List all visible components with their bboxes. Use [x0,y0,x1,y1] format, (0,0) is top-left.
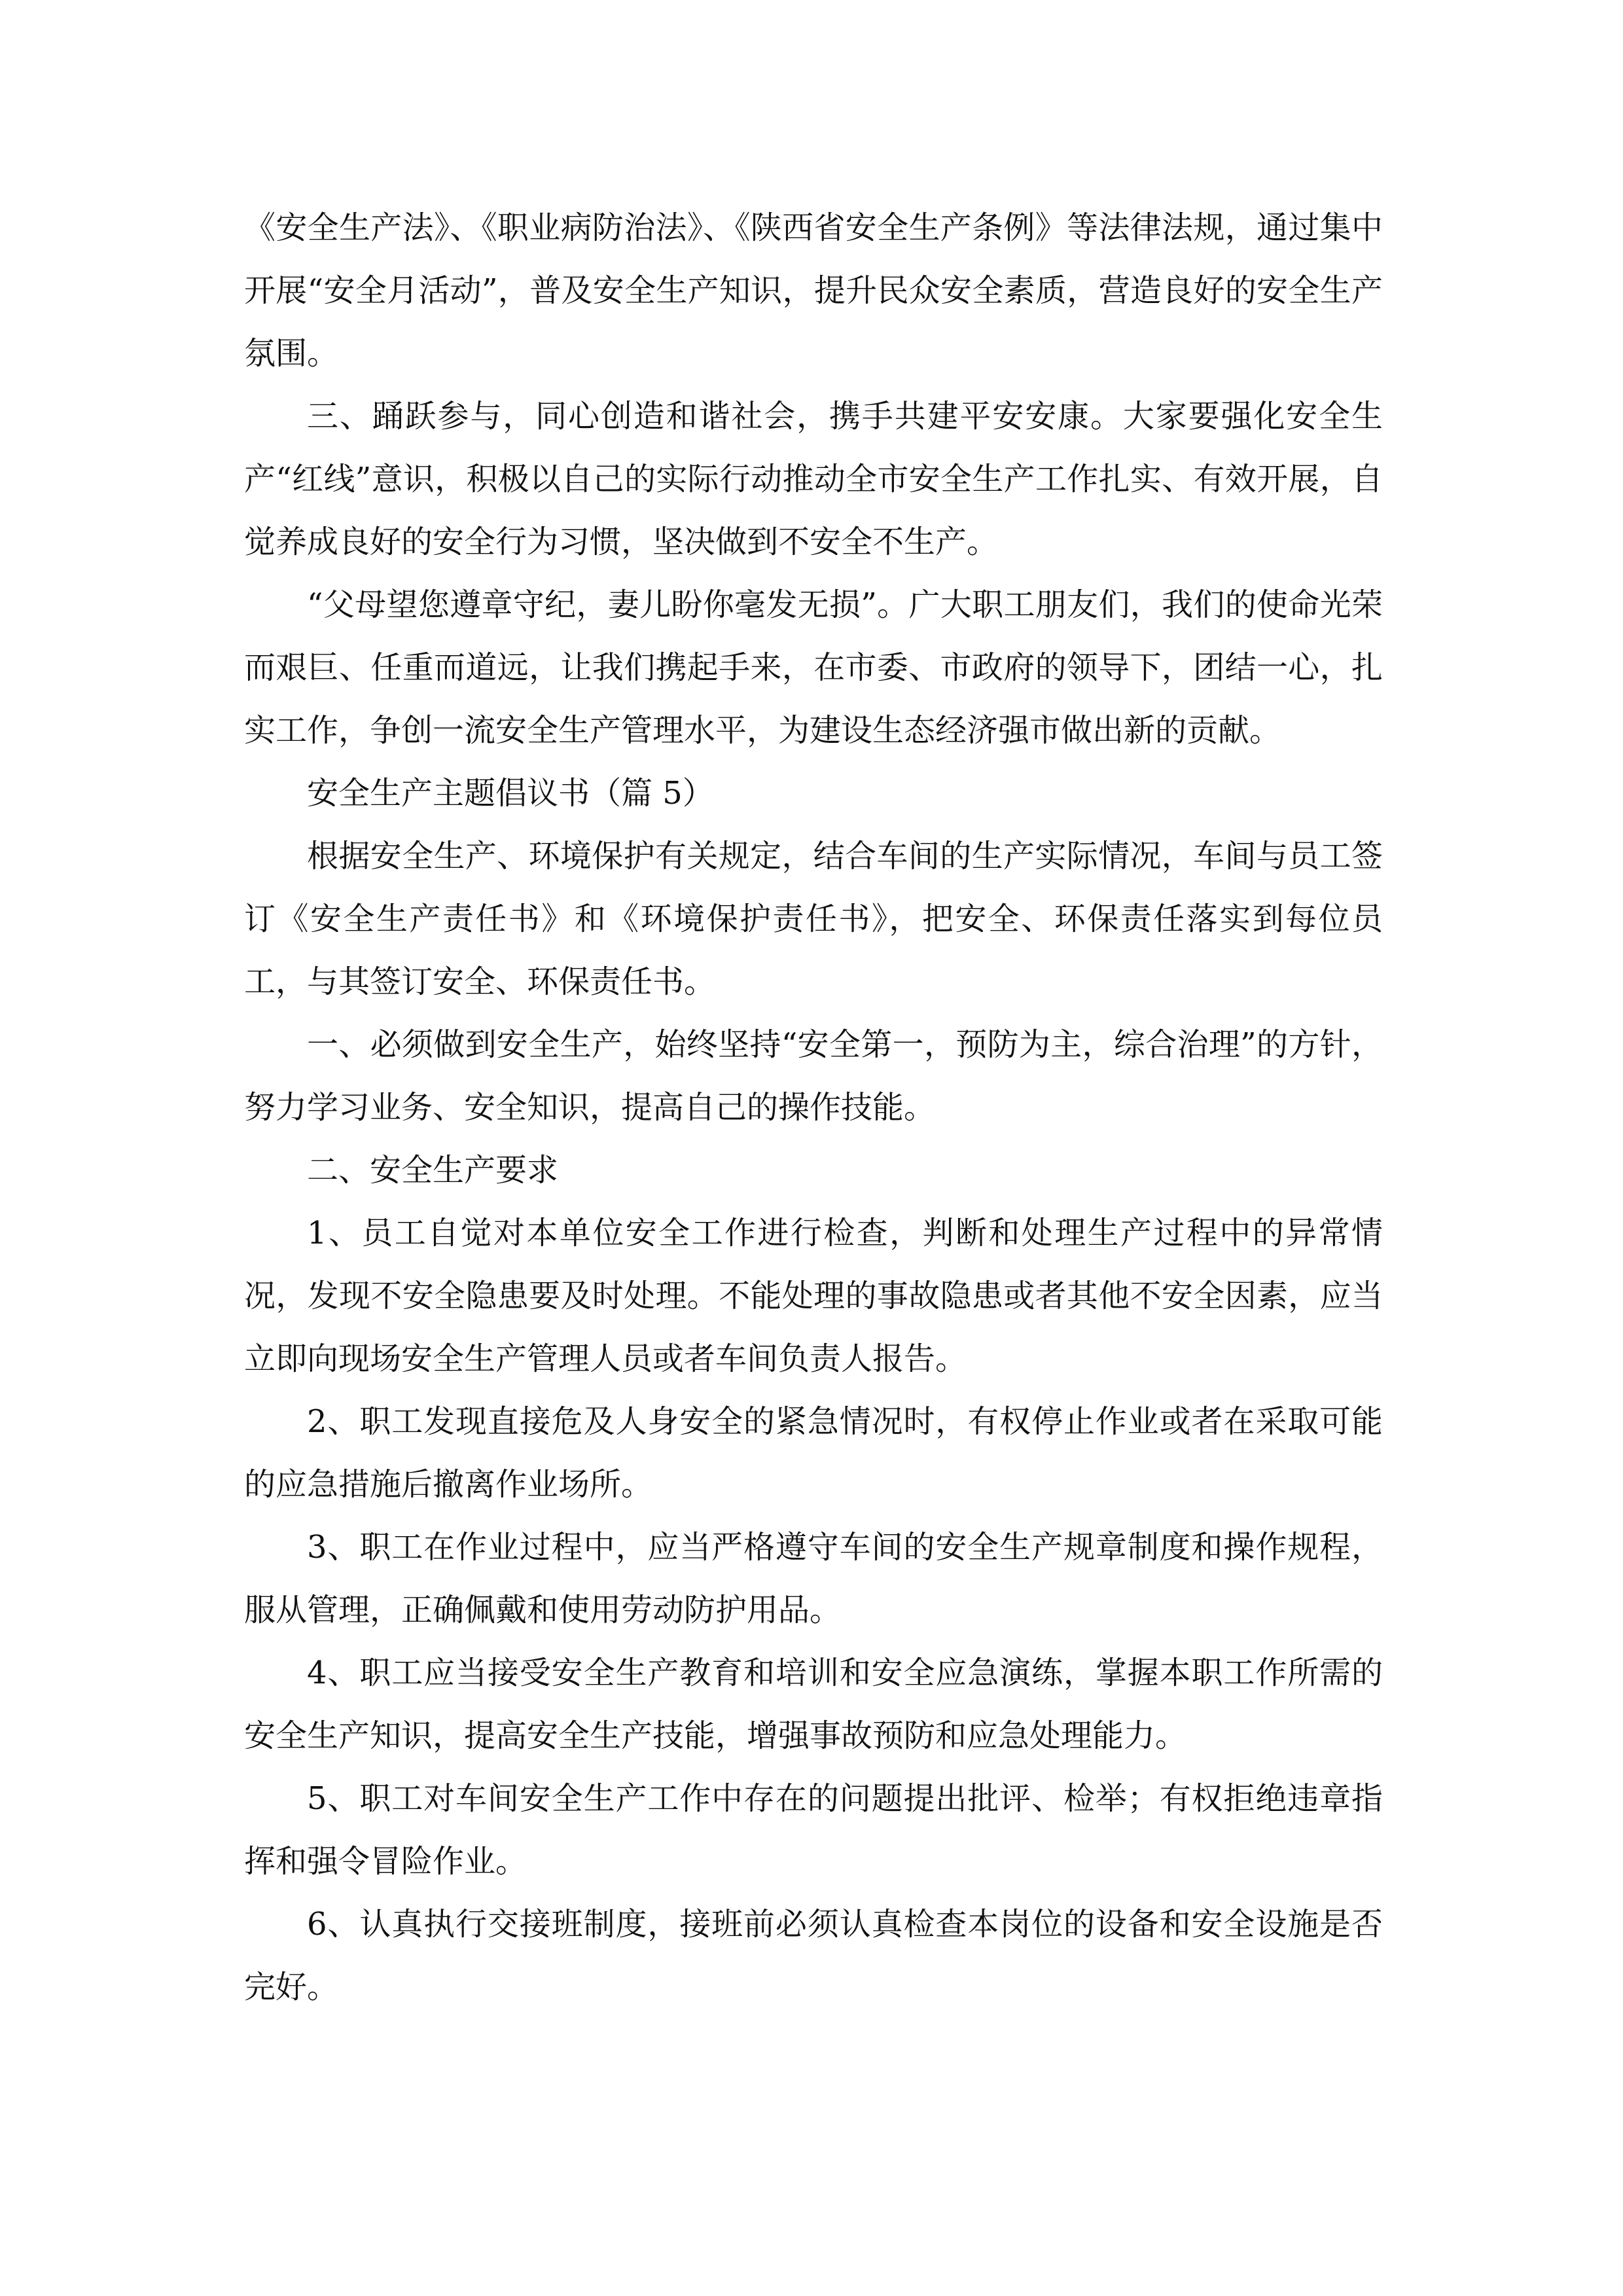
list-item-5: 5、职工对车间安全生产工作中存在的问题提出批评、检举；有权拒绝违章指挥和强令冒险作业。 [244,1780,1383,1880]
document-body [244,196,1383,2018]
list-item-6: 6、认真执行交接班制度，接班前必须认真检查本岗位的设备和安全设施是否完好。 [244,1906,1383,2005]
article-title: 安全生产主题倡议书（篇 5） [307,775,714,812]
list-item-2: 2、职工发现直接危及人身安全的紧急情况时，有权停止作业或者在采取可能的应急措施后撤离作业场所。 [244,1403,1383,1503]
list-item-1: 1、员工自觉对本单位安全工作进行检查，判断和处理生产过程中的异常情况，发现不安全隐患要及时处理。不能处理的事故隐患或者其他不安全因素，应当立即向现场安全生产管理人员或者车间负责人报告。 [244,1215,1383,1377]
paragraph-section-three: 三、踊跃参与，同心创造和谐社会，携手共建平安安康。大家要强化安全生产“红线”意识，积极以自己的实际行动推动全市安全生产工作扎实、有效开展，自觉养成良好的安全行为习惯，坚决做到不安全不生产。 [244,398,1383,560]
section-heading-requirements: 二、安全生产要求 [307,1152,559,1189]
paragraph-law-intro: 《安全生产法》、《职业病防治法》、《陕西省安全生产条例》等法律法规，通过集中开展“安全月活动”，普及安全生产知识，提升民众安全素质，营造良好的安全生产氛围。 [244,209,1383,372]
paragraph-section-one: 一、必须做到安全生产，始终坚持“安全第一，预防为主，综合治理”的方针，努力学习业务、安全知识，提高自己的操作技能。 [244,1026,1383,1126]
list-item-3: 3、职工在作业过程中，应当严格遵守车间的安全生产规章制度和操作规程，服从管理，正确佩戴和使用劳动防护用品。 [244,1529,1383,1628]
list-item-4: 4、职工应当接受安全生产教育和培训和安全应急演练，掌握本职工作所需的安全生产知识，提高安全生产技能，增强事故预防和应急处理能力。 [244,1655,1383,1754]
paragraph-regulation-intro: 根据安全生产、环境保护有关规定，结合车间的生产实际情况，车间与员工签订《安全生产责任书》和《环境保护责任书》，把安全、环保责任落实到每位员工，与其签订安全、环保责任书。 [244,838,1383,1000]
paragraph-call-to-action: “父母望您遵章守纪，妻儿盼你毫发无损”。广大职工朋友们，我们的使命光荣而艰巨、任重而道远，让我们携起手来，在市委、市政府的领导下，团结一心，扎实工作，争创一流安全生产管理水平，为建设生态经济强市做出新的贡献。 [244,586,1383,749]
